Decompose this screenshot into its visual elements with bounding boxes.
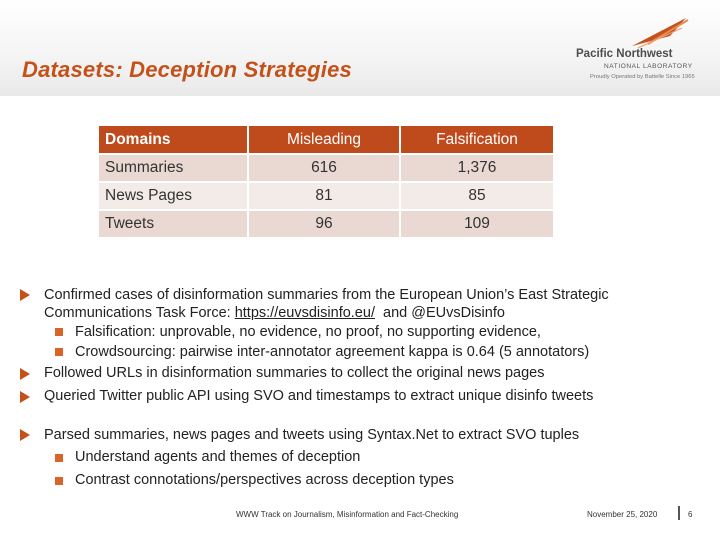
- table-cell-misleading: 96: [249, 211, 399, 237]
- sub-bullet-item: [20, 446, 710, 469]
- table-row: [99, 211, 553, 237]
- logo-name: Pacific Northwest: [576, 48, 673, 60]
- page-number: 6: [688, 510, 693, 519]
- square-bullet-icon: [55, 454, 63, 462]
- bullet-item: [20, 286, 710, 322]
- square-bullet-icon: [55, 477, 63, 485]
- pnnl-logo: [574, 14, 714, 86]
- sub-bullet-item: [20, 469, 710, 492]
- footer-venue: WWW Track on Journalism, Misinformation and Fact-Checking: [236, 510, 459, 519]
- table-cell-misleading: 81: [249, 183, 399, 209]
- table-cell-falsification: 1,376: [401, 155, 553, 181]
- bullet-text: Queried Twitter public API using SVO and timestamps to extract unique disinfo tweets: [44, 388, 594, 404]
- deception-table: [97, 124, 555, 239]
- table-cell-domain: Summaries: [99, 155, 247, 181]
- footer-date: November 25, 2020: [587, 510, 658, 519]
- table-row: [99, 183, 553, 209]
- sub-bullet-text: Falsification: unprovable, no evidence, no proof, no supporting evidence,: [75, 324, 541, 340]
- table-header-row: [99, 126, 553, 153]
- bullet-text: Parsed summaries, news pages and tweets using Syntax.Net to extract SVO tuples: [44, 427, 580, 443]
- bullet-item: [20, 424, 710, 446]
- sub-bullet-text: Crowdsourcing: pairwise inter-annotator agreement kappa is 0.64 (5 annotators): [75, 344, 590, 360]
- square-bullet-icon: [55, 328, 63, 336]
- logo-tagline: Proudly Operated by Battelle Since 1965: [590, 74, 695, 80]
- table-cell-falsification: 109: [401, 211, 553, 237]
- logo-sub: NATIONAL LABORATORY: [604, 63, 693, 70]
- slide-header: [0, 0, 720, 96]
- euvsdisinfo-link[interactable]: https://euvsdisinfo.eu/: [234, 305, 375, 321]
- bullet-item: [20, 362, 710, 385]
- bullet-arrow-icon: [20, 368, 30, 380]
- table-cell-domain: News Pages: [99, 183, 247, 209]
- column-header-misleading: Misleading: [249, 126, 399, 153]
- sub-bullet-text: Contrast connotations/perspectives across deception types: [75, 472, 454, 488]
- table-cell-falsification: 85: [401, 183, 553, 209]
- table-cell-domain: Tweets: [99, 211, 247, 237]
- bullet-list: [20, 286, 710, 492]
- bullet-arrow-icon: [20, 391, 30, 403]
- bullet-item: [20, 385, 710, 408]
- bullet-text: Confirmed cases of disinformation summaries from the European Union’s East Strategic: [44, 287, 609, 303]
- slide-title: Datasets: Deception Strategies: [22, 57, 352, 82]
- bullet-arrow-icon: [20, 429, 30, 441]
- square-bullet-icon: [55, 348, 63, 356]
- bullet-arrow-icon: [20, 289, 30, 301]
- bullet-text: Followed URLs in disinformation summaries to collect the original news pages: [44, 365, 545, 381]
- sub-bullet-item: [20, 322, 710, 342]
- bullet-text: and @EUvsDisinfo: [374, 305, 505, 321]
- table-cell-misleading: 616: [249, 155, 399, 181]
- column-header-falsification: Falsification: [401, 126, 553, 153]
- column-header-domains: Domains: [99, 126, 247, 153]
- footer-divider: [678, 506, 680, 520]
- sub-bullet-text: Understand agents and themes of deception: [75, 449, 361, 465]
- table-row: [99, 155, 553, 181]
- sub-bullet-item: [20, 342, 710, 362]
- bullet-text: Communications Task Force:: [44, 305, 235, 321]
